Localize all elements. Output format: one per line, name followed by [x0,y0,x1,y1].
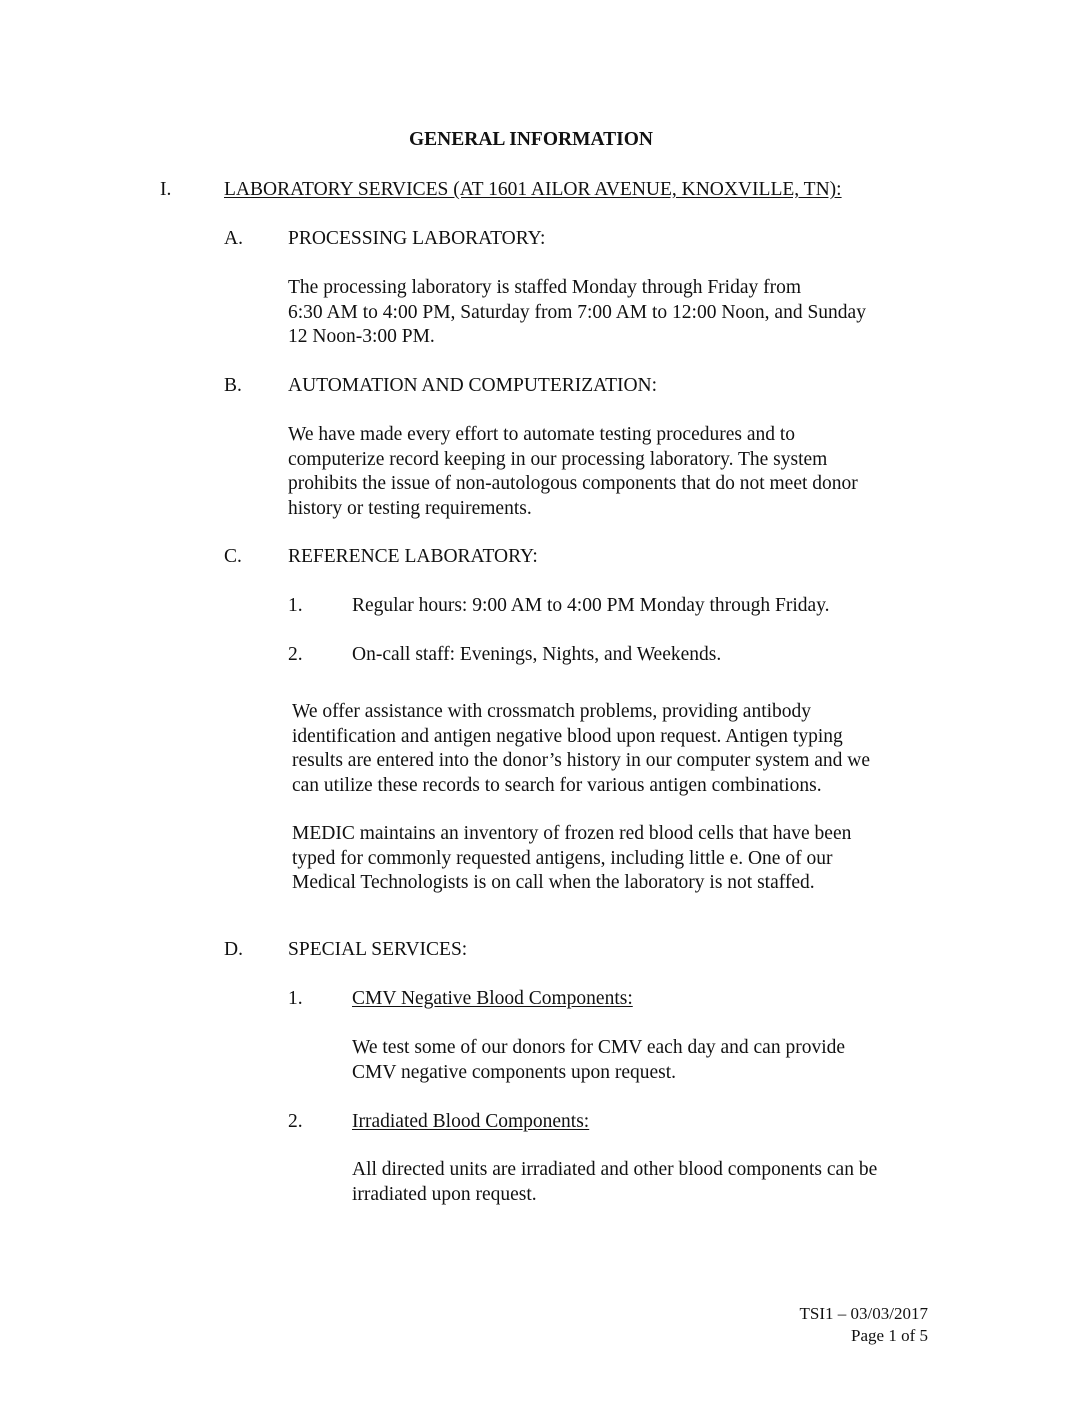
subsection-a-letter: A. [224,228,243,249]
subsection-a-line: 12 Noon-3:00 PM. [288,326,435,347]
list-item-heading: Irradiated Blood Components: [352,1111,590,1132]
list-item-text: Regular hours: 9:00 AM to 4:00 PM Monday through Friday. [352,595,830,616]
list-item-number: 2. [288,644,303,665]
list-item-line: irradiated upon request. [352,1183,537,1205]
section-numeral: I. [160,179,172,200]
list-item-line: All directed units are irradiated and other blood components can be [352,1159,878,1180]
footer-page-number: Page 1 of 5 [851,1326,928,1345]
subsection-c-para1-line: results are entered into the donor’s history in our computer system and we [292,750,871,771]
list-item-text: On-call staff: Evenings, Nights, and Weekends. [352,644,722,665]
list-item-number: 1. [288,595,303,616]
section-heading: LABORATORY SERVICES (AT 1601 AILOR AVENUE, KNOXVILLE, TN): [224,179,842,200]
list-item-number: 1. [288,988,303,1009]
list-item-heading: CMV Negative Blood Components: [352,988,633,1009]
subsection-b-line: We have made every effort to automate testing procedures and to [288,424,796,445]
subsection-c-para1-line: identification and antigen negative blood upon request. Antigen typing [292,725,843,747]
footer-doc-id: TSI1 – 03/03/2017 [799,1304,928,1323]
subsection-d-letter: D. [224,939,243,960]
subsection-b-letter: B. [224,375,242,396]
subsection-a-line: The processing laboratory is staffed Monday through Friday from [288,277,802,298]
subsection-b-line: computerize record keeping in our processing laboratory. The system [288,448,828,470]
subsection-c-para1-line: can utilize these records to search for various antigen combinations. [292,774,822,796]
list-item-line: CMV negative components upon request. [352,1061,677,1083]
subsection-a-line: 6:30 AM to 4:00 PM, Saturday from 7:00 AM to 12:00 Noon, and Sunday [288,301,866,323]
subsection-b-heading: AUTOMATION AND COMPUTERIZATION: [288,375,658,396]
subsection-c-heading: REFERENCE LABORATORY: [288,546,538,567]
subsection-c-letter: C. [224,546,242,567]
subsection-c-para2-line: Medical Technologists is on call when the laboratory is not staffed. [292,872,815,893]
subsection-c-para1-line: We offer assistance with crossmatch problems, providing antibody [292,701,812,722]
subsection-a-heading: PROCESSING LABORATORY: [288,228,546,249]
list-item-number: 2. [288,1111,303,1132]
subsection-b-line: prohibits the issue of non-autologous components that do not meet donor [288,473,858,494]
page-title: GENERAL INFORMATION [409,129,653,150]
subsection-c-para2-line: MEDIC maintains an inventory of frozen red blood cells that have been [292,823,852,844]
subsection-c-para2-line: typed for commonly requested antigens, including little e. One of our [292,847,833,869]
list-item-line: We test some of our donors for CMV each day and can provide [352,1037,846,1058]
subsection-b-line: history or testing requirements. [288,497,532,519]
subsection-d-heading: SPECIAL SERVICES: [288,939,468,960]
